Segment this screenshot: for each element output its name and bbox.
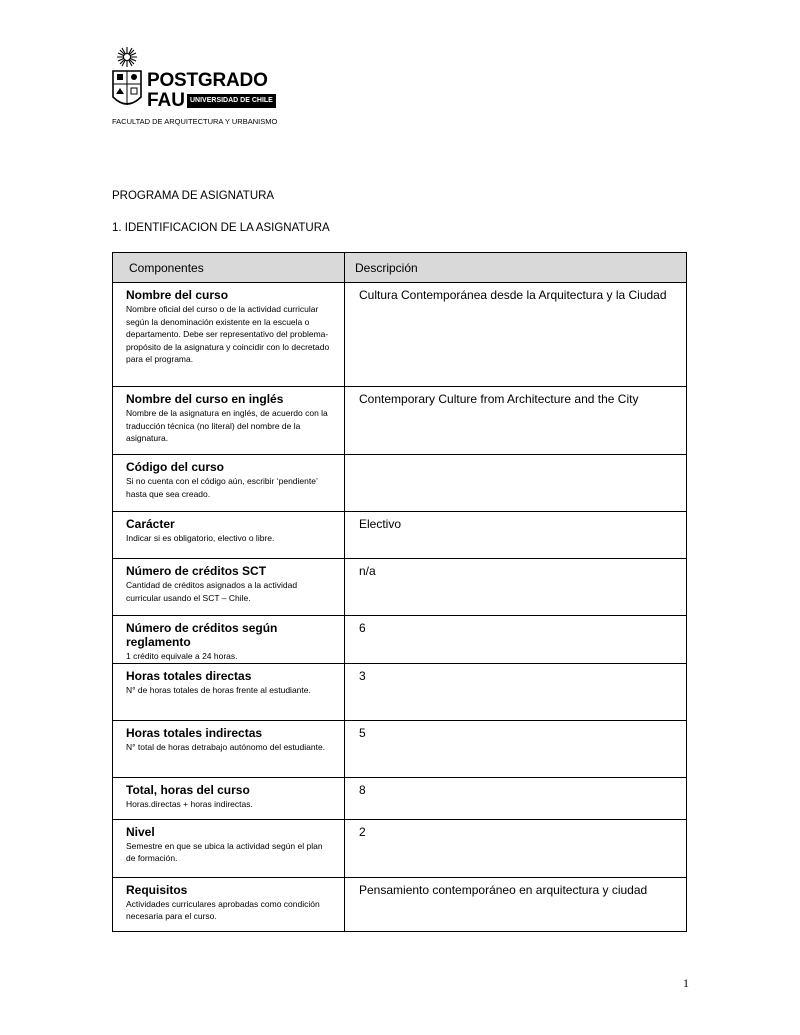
field-description: Indicar si es obligatorio, electivo o libre. (126, 533, 275, 543)
logo-fau-text: FAU (147, 90, 185, 111)
table-row (113, 616, 687, 664)
logo-postgrado-text: POSTGRADO (147, 70, 268, 91)
field-value: Cultura Contemporánea desde la Arquitectura y la Ciudad (345, 283, 687, 387)
component-cell (113, 455, 345, 512)
table-row (113, 455, 687, 512)
field-title: Requisitos (126, 882, 188, 897)
field-title: Nombre del curso (126, 288, 229, 302)
field-value: 8 (345, 777, 687, 819)
component-cell (113, 387, 345, 455)
field-description: Semestre en que se ubica la actividad según el plan de formación. (126, 840, 323, 863)
field-description: N° total de horas detrabajo autónomo del estudiante. (126, 741, 326, 752)
component-cell (113, 283, 345, 387)
component-cell (113, 777, 345, 819)
component-cell (113, 616, 345, 664)
field-title: Número de créditos según reglamento (126, 621, 278, 649)
table-row (113, 663, 687, 720)
header-descripcion: Descripción (345, 253, 687, 283)
field-value: 3 (345, 663, 687, 720)
field-title: Nombre del curso en inglés (126, 392, 284, 406)
section-title: 1. IDENTIFICACION DE LA ASIGNATURA (112, 222, 330, 234)
postgrado-fau-logo (110, 45, 300, 129)
table-row (113, 819, 687, 877)
table-row (113, 559, 687, 616)
field-value: Contemporary Culture from Architecture and the City (345, 387, 687, 455)
document-title: PROGRAMA DE ASIGNATURA (112, 190, 275, 202)
field-description: Nombre oficial del curso o de la actividad curricular según la denominación existente en la escuela o departamento. Debe ser representativo del problema-propósito de la asignatura y coincidir con lo decretado para el programa. (126, 304, 330, 364)
university-seal-icon (110, 45, 144, 113)
field-title: Total, horas del curso (126, 782, 250, 797)
header-componentes: Componentes (113, 253, 345, 283)
table-row (113, 777, 687, 819)
table-row (113, 387, 687, 455)
component-cell (113, 663, 345, 720)
component-cell (113, 559, 345, 616)
component-cell (113, 512, 345, 559)
table-row (113, 877, 687, 931)
field-value: 2 (345, 819, 687, 877)
field-title: Número de créditos SCT (126, 564, 267, 578)
table-row (113, 720, 687, 777)
logo-university-badge: UNIVERSIDAD DE CHILE (187, 94, 276, 108)
field-title: Carácter (126, 517, 175, 531)
field-description: Cantidad de créditos asignados a la actividad curricular usando el SCT – Chile. (126, 580, 298, 603)
field-title: Código del curso (126, 460, 225, 474)
field-description: Nombre de la asignatura en inglés, de acuerdo con la traducción técnica (no literal) del nombre de la asignatura. (126, 408, 328, 443)
field-title: Nivel (126, 824, 155, 839)
table-row (113, 283, 687, 387)
component-cell (113, 819, 345, 877)
field-value (345, 455, 687, 512)
field-description: Horas.directas + horas indirectas. (126, 798, 253, 809)
field-description: Actividades curriculares aprobadas como condición necesaria para el curso. (126, 898, 320, 921)
component-cell (113, 720, 345, 777)
field-value: Pensamiento contemporáneo en arquitectura y ciudad (345, 877, 687, 931)
logo-faculty-text: FACULTAD DE ARQUITECTURA Y URBANISMO (112, 117, 278, 126)
component-cell (113, 877, 345, 931)
course-identification-table (112, 252, 687, 932)
field-value: 5 (345, 720, 687, 777)
field-title: Horas totales indirectas (126, 725, 263, 740)
table-row (113, 512, 687, 559)
field-value: n/a (345, 559, 687, 616)
page-number: 1 (683, 976, 689, 990)
field-description: Si no cuenta con el código aún, escribir ‘pendiente’ hasta que sea creado. (126, 476, 318, 499)
field-description: 1 crédito equivale a 24 horas. (126, 651, 238, 661)
field-value: 6 (345, 616, 687, 664)
field-value: Electivo (345, 512, 687, 559)
table-header-row (113, 253, 687, 283)
field-title: Horas totales directas (126, 668, 252, 683)
field-description: N° de horas totales de horas frente al estudiante. (126, 684, 311, 695)
